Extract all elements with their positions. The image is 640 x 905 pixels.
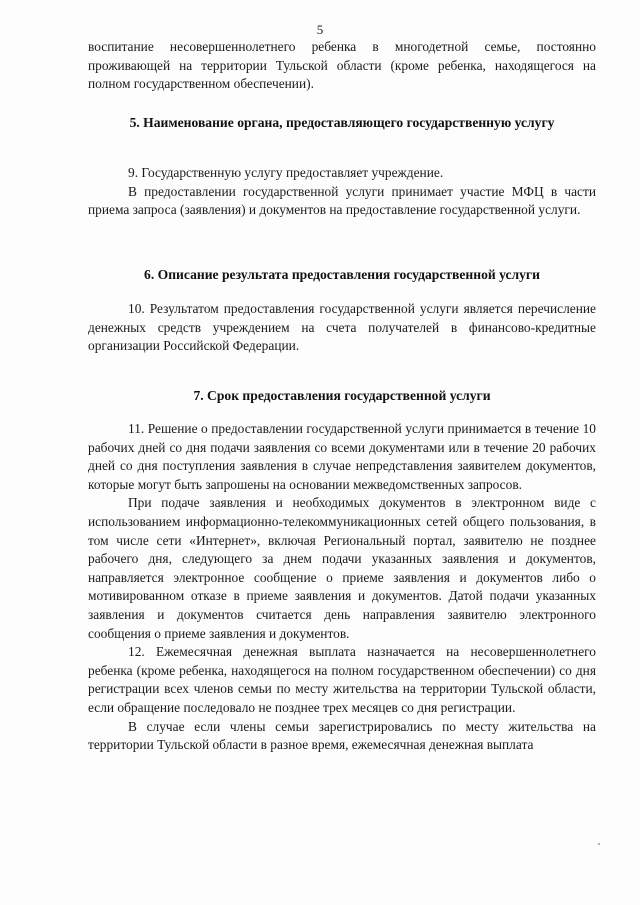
section-6	[88, 266, 596, 285]
scan-speck	[598, 843, 600, 845]
section-5	[88, 114, 596, 133]
section-heading: 7. Срок предоставления государственной услуги	[193, 388, 491, 403]
page-number: 5	[316, 22, 324, 37]
continuation-paragraph: воспитание несовершеннолетнего ребенка в многодетной семье, постоянно проживающей на территории Тульской области (кроме ребенка, находящегося на полном государственном обеспечении).	[88, 39, 596, 92]
paragraph: 9. Государственную услугу предоставляет учреждение.	[128, 165, 444, 180]
paragraph: В случае если члены семьи зарегистрировались по месту жительства на территории Тульской области в разное время, ежемесячная денежная выплата	[88, 718, 596, 753]
paragraph: При подаче заявления и необходимых документов в электронном виде с использованием информационно-телекоммуникационных сетей общего пользования, в том числе сети «Интернет», включая Региональный портал, заявителю не позднее рабочего дня, следующего за днем подачи указанных заявления и документов, направляется электронное сообщение о приеме заявления и документов либо о мотивированном отказе в приеме заявления и документов. Датой подачи указанных заявления и документов считается день направления заявителю электронного сообщения о приеме заявления и документов.	[88, 495, 596, 641]
section-7	[88, 387, 596, 406]
section-heading: 5. Наименование органа, предоставляющего государственную услугу	[129, 115, 555, 130]
paragraph: 12. Ежемесячная денежная выплата назначается на несовершеннолетнего ребенка (кроме ребенка, находящегося на полном государственном обеспечении) со дня регистрации всех членов семьи по месту жительства на территории Тульской области, если обращение последовало не позднее трех месяцев со дня регистрации.	[88, 644, 596, 715]
section-heading: 6. Описание результата предоставления государственной услуги	[144, 267, 540, 282]
continuation-block	[88, 38, 596, 94]
paragraph: В предоставлении государственной услуги принимает участие МФЦ в части приема запроса (заявления) и документов на предоставление государственной услуги.	[88, 183, 596, 218]
paragraph: 10. Результатом предоставления государственной услуги является перечисление денежных средств учреждением на счета получателей в финансово-кредитные организации Российской Федерации.	[88, 301, 596, 354]
section-5-body	[88, 164, 596, 220]
section-6-body	[88, 300, 596, 356]
paragraph: 11. Решение о предоставлении государственной услуги принимается в течение 10 рабочих дней со дня подачи заявления со всеми документами или в течение 20 рабочих дней со дня поступления заявления в случае непредставления заявителем документов, которые могут быть запрошены на основании межведомственных запросов.	[88, 421, 596, 492]
section-7-body	[88, 420, 596, 755]
